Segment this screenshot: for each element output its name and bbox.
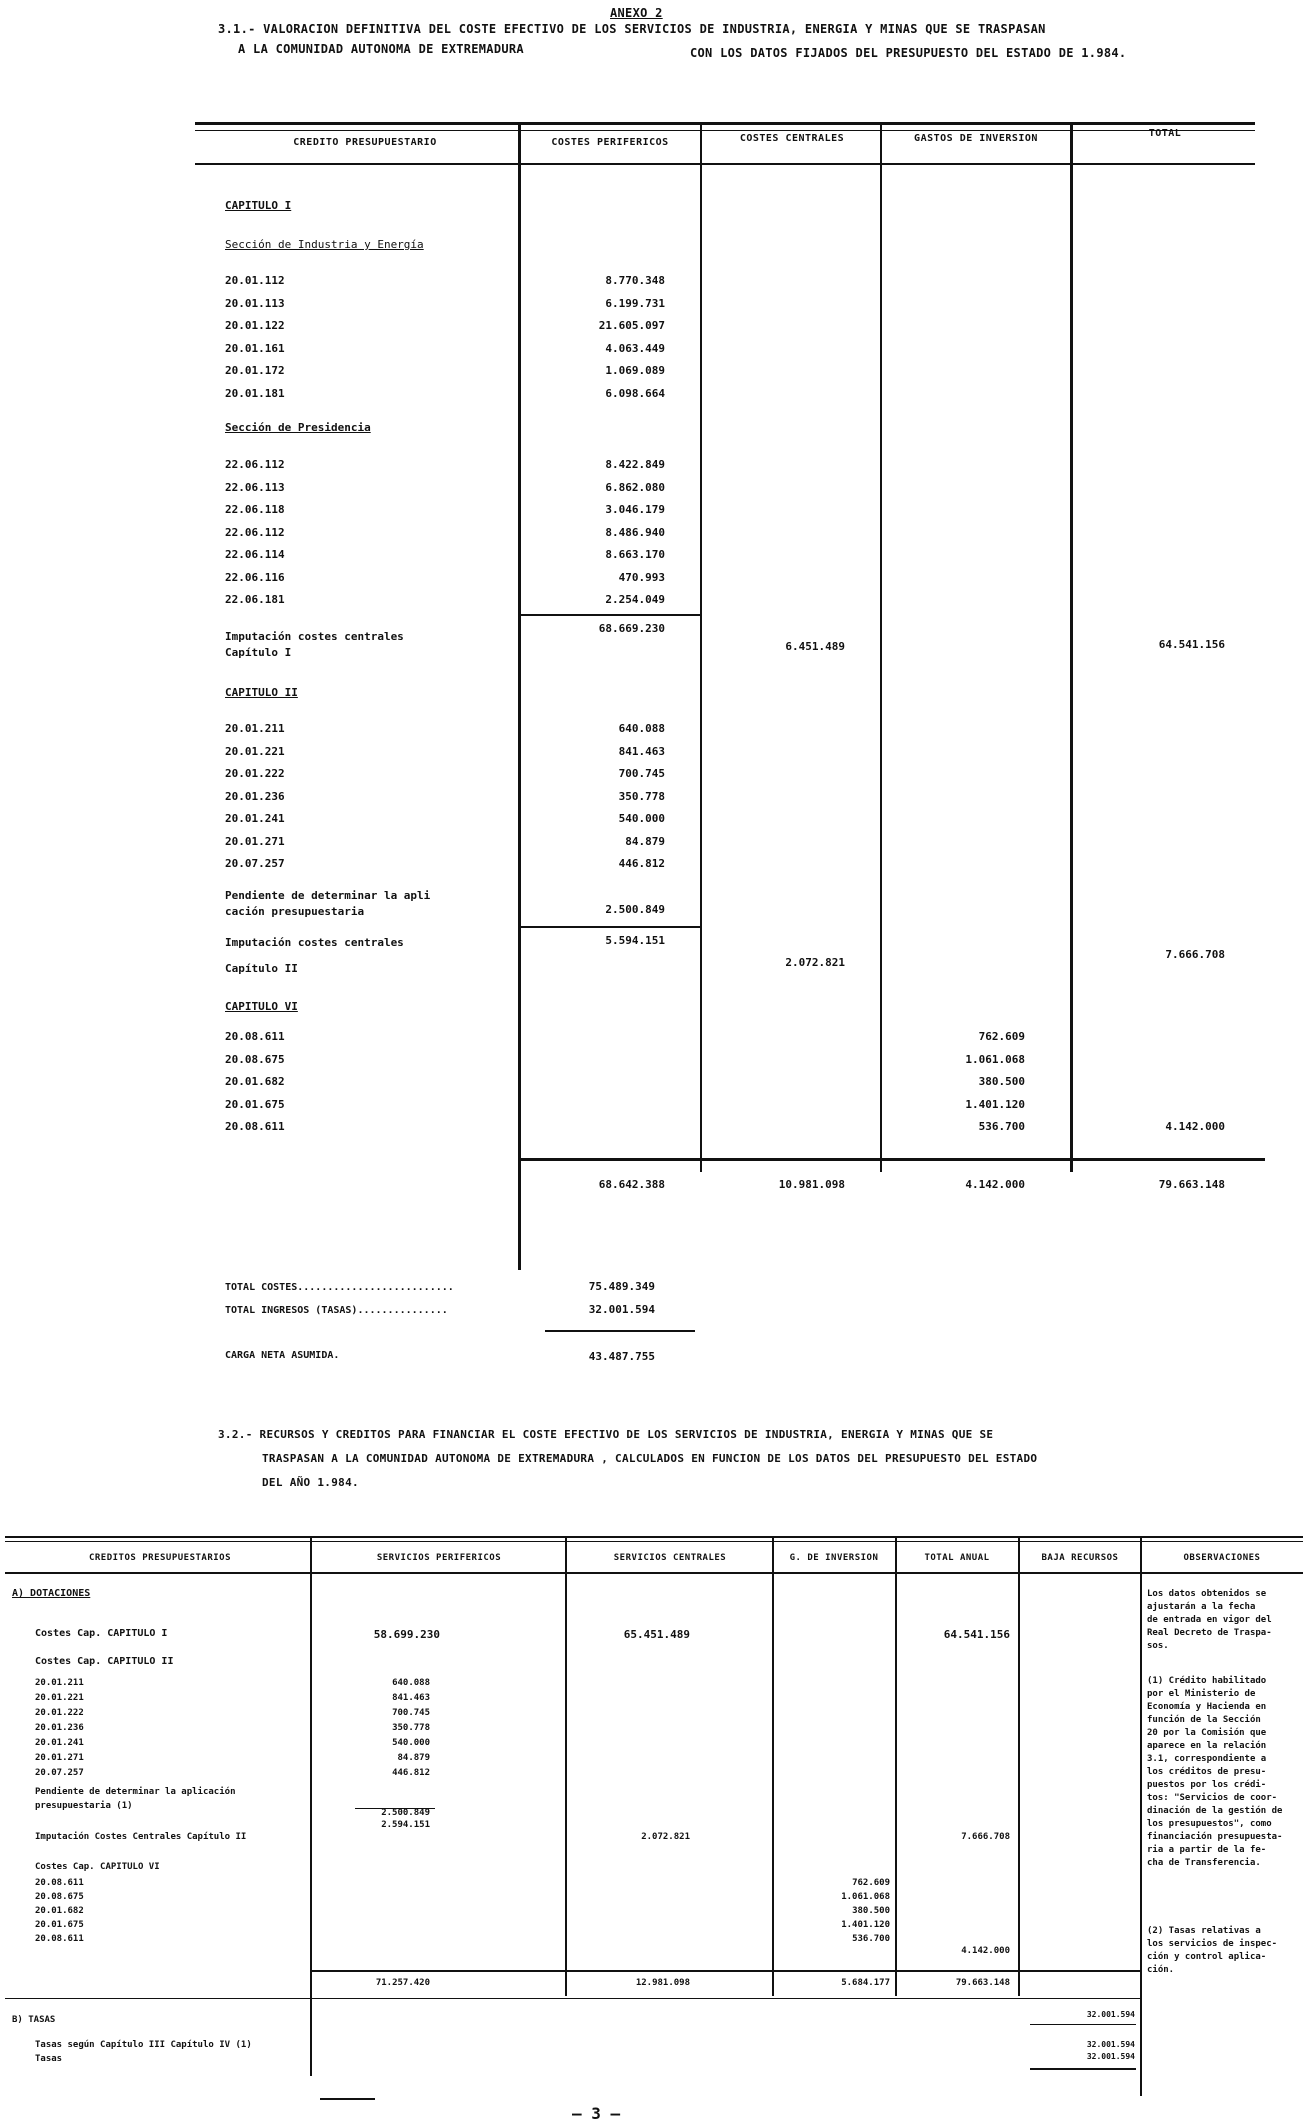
cap1-s2-row-value: 3.046.179 [605,503,665,516]
cap1-section1-label: Sección de Industria y Energía [225,238,424,251]
t2-cap2-imput-central: 2.072.821 [641,1832,690,1842]
t2-b-label: B) TASAS [12,2015,56,2025]
cap1-s1-row-code: 20.01.181 [225,386,285,400]
cap1-s1-row-value: 1.069.089 [605,364,665,377]
cap1-summary-label: Imputación costes centrales [225,630,404,643]
t2-cap1-periph: 58.699.230 [373,1628,440,1641]
t2-cap6-row-code: 20.08.611 [35,1878,84,1888]
t2-cap2-label: Costes Cap. CAPITULO II [35,1656,174,1667]
t2-cap2-pending-value2: 2.594.151 [381,1820,430,1830]
col-header-total: TOTAL [1148,128,1182,139]
cap1-s1-row-code: 20.01.113 [225,296,285,310]
t2-cap2-row-code: 20.01.271 [35,1753,84,1763]
cap1-s2-row-code: 22.06.114 [225,548,285,561]
col-header-credito: CREDITO PRESUPUESTARIO [293,137,437,148]
cap2-summary-sublabel: Capítulo II [225,962,298,975]
section2-title-line1: 3.2.- RECURSOS Y CREDITOS PARA FINANCIAR EL COSTE EFECTIVO DE LOS SERVICIOS DE INDUSTRIA, ENERGIA Y MINAS QUE SE [218,1428,994,1441]
doc-title-line1: 3.1.- VALORACION DEFINITIVA DEL COSTE EFECTIVO DE LOS SERVICIOS DE INDUSTRIA, ENERGIA Y MINAS QUE SE TRASPASAN [218,22,1046,36]
t2-cap2-imput-total: 7.666.708 [961,1832,1010,1842]
cap1-s1-row-value: 4.063.449 [605,341,665,355]
cap1-s2-row-code: 22.06.112 [225,525,285,539]
section2-title-line2: TRASPASAN A LA COMUNIDAD AUTONOMA DE EXTREMADURA , CALCULADOS EN FUNCION DE LOS DATOS DEL PRESUPUESTO DEL ESTADO [262,1452,1038,1465]
cap2-row-code: 20.01.211 [225,722,285,735]
t2-col-centrales: SERVICIOS CENTRALES [613,1553,727,1563]
t2-cap6-row-value: 1.401.120 [841,1920,890,1930]
total-periph: 68.642.388 [598,1178,665,1191]
cap1-s1-row-value: 6.098.664 [605,386,665,400]
total-inversion: 4.142.000 [965,1178,1025,1191]
cap1-s1-row-code: 20.01.161 [225,341,285,355]
t2-cap2-row-value: 350.778 [392,1723,430,1733]
t2-cap2-row-value: 841.463 [392,1693,430,1703]
cap6-row-value: 380.500 [978,1075,1025,1088]
cap1-s1-row-code: 20.01.112 [225,274,285,287]
cap2-row-code: 20.07.257 [225,857,285,870]
cap1-s2-row-code: 22.06.116 [225,570,285,584]
t2-cap2-pending1: Pendiente de determinar la aplicación [35,1787,236,1797]
t2-sum-inversion: 5.684.177 [841,1978,890,1988]
t2-cap6-row-value: 1.061.068 [841,1892,890,1902]
cap6-row-code: 20.08.675 [225,1052,285,1066]
t2-cap2-pending-value1: 2.500.849 [381,1808,430,1818]
page-number: — 3 — [572,2104,621,2123]
cap6-row-code: 20.01.682 [225,1075,285,1088]
t2-cap6-row-value: 380.500 [852,1906,890,1916]
t2-cap2-row-value: 446.812 [392,1768,430,1778]
total-ingresos-label: TOTAL INGRESOS (TASAS)............... [225,1305,448,1316]
cap2-row-value: 841.463 [618,744,665,758]
t2-cap6-row-value: 762.609 [852,1878,890,1888]
t2-cap2-row-value: 640.088 [392,1678,430,1688]
cap1-s2-row-value: 8.663.170 [605,548,665,561]
cap2-summary-total: 7.666.708 [1165,948,1225,961]
cap2-row-value: 700.745 [618,767,665,780]
t2-observations-3: (2) Tasas relativas a los servicios de inspec- ción y control aplica- ción. [1147,1926,1278,1975]
col-header-perifericos: COSTES PERIFERICOS [551,137,669,148]
cap6-label: CAPITULO VI [225,1000,298,1013]
cap2-row-code: 20.01.221 [225,744,285,758]
t2-cap2-row-code: 20.01.221 [35,1693,84,1703]
t2-sum-total: 79.663.148 [955,1978,1010,1988]
cap2-row-code: 20.01.241 [225,812,285,825]
cap1-s2-row-value: 2.254.049 [605,593,665,606]
carga-neta-label: CARGA NETA ASUMIDA. [225,1350,340,1361]
t2-cap2-pending2: presupuestaria (1) [35,1801,133,1811]
cap1-s2-row-code: 22.06.181 [225,593,285,606]
t2-observations-2: (1) Crédito habilitado por el Ministerio de Economía y Hacienda en función de la Sección 20 por la Comisión que aparece en la relación 3.1, correspondiente a los créditos de presu- puestos por los crédi- tos: "Servicios de coor- dinación de la gestión de los presupuestos", como financiación presupuesta- ria a partir de la fe- cha de Transferencia. [1147,1676,1283,1868]
cap1-s1-row-code: 20.01.172 [225,364,285,377]
t2-cap6-row-code: 20.01.682 [35,1906,84,1916]
cap1-section2-label: Sección de Presidencia [225,421,371,434]
cap6-row-value: 1.401.120 [965,1097,1025,1111]
cap1-s2-row-value: 8.422.849 [605,458,665,471]
t2-cap2-row-code: 20.01.241 [35,1738,84,1748]
cap2-row-value: 84.879 [625,834,665,848]
col-header-centrales: COSTES CENTRALES [739,133,845,144]
total-grand: 79.663.148 [1158,1178,1225,1191]
cap2-pending-value: 2.500.849 [605,903,665,916]
t2-cap2-row-value: 700.745 [392,1708,430,1718]
carga-neta-value: 43.487.755 [588,1350,655,1363]
t2-col-baja: BAJA RECURSOS [1041,1553,1119,1563]
cap1-s2-row-code: 22.06.113 [225,480,285,494]
t2-b-row-label: Tasas según Capítulo III Capítulo IV (1) [35,2040,252,2050]
cap1-s1-row-value: 6.199.731 [605,296,665,310]
cap2-row-code: 20.01.271 [225,834,285,848]
cap1-summary-central: 6.451.489 [785,640,845,653]
cap6-row-value: 536.700 [978,1120,1025,1133]
t2-col-observaciones: OBSERVACIONES [1183,1553,1261,1563]
cap6-row-value: 1.061.068 [965,1052,1025,1066]
t2-cap2-row-code: 20.01.222 [35,1708,84,1718]
cap2-row-value: 640.088 [618,722,665,735]
section2-title-line3: DEL AÑO 1.984. [262,1476,359,1489]
annex-label: ANEXO 2 [610,6,663,20]
t2-cap1-total: 64.541.156 [943,1628,1010,1641]
cap1-s2-row-code: 22.06.112 [225,458,285,471]
cap2-label: CAPITULO II [225,686,298,699]
cap1-s1-row-code: 20.01.122 [225,319,285,332]
t2-cap6-total: 4.142.000 [961,1946,1010,1956]
cap1-s1-row-value: 21.605.097 [598,319,665,332]
cap2-row-value: 446.812 [618,857,665,870]
t2-b-row-label2: Tasas [35,2054,63,2064]
cap2-row-code: 20.01.236 [225,789,285,803]
t2-b-baja1: 32.001.594 [1086,2010,1135,2019]
t2-col-total: TOTAL ANUAL [924,1553,990,1563]
cap1-s2-row-value: 6.862.080 [605,480,665,494]
t2-b-baja2: 32.001.594 [1086,2040,1135,2049]
cap1-s2-row-value: 8.486.940 [605,525,665,539]
t2-sum-central: 12.981.098 [635,1978,690,1988]
t2-cap6-row-value: 536.700 [852,1934,890,1944]
cap1-summary-sublabel: Capítulo I [225,646,292,659]
t2-cap2-row-code: 20.01.211 [35,1678,84,1688]
cap1-s2-row-value: 470.993 [618,570,665,584]
t2-cap1-central: 65.451.489 [623,1628,690,1641]
col-header-inversion: GASTOS DE INVERSION [914,133,1038,144]
cap1-summary-total: 64.541.156 [1158,638,1225,651]
t2-b-baja3: 32.001.594 [1086,2052,1135,2061]
cap2-row-code: 20.01.222 [225,767,285,780]
t2-cap6-label: Costes Cap. CAPITULO VI [35,1862,160,1872]
t2-cap2-row-value: 84.879 [397,1753,430,1763]
cap1-s2-row-code: 22.06.118 [225,503,285,516]
cap2-summary-periph: 5.594.151 [605,934,665,947]
t2-cap1-label: Costes Cap. CAPITULO I [35,1628,168,1639]
t2-cap2-row-code: 20.01.236 [35,1723,84,1733]
t2-cap2-imput-label: Imputación Costes Centrales Capítulo II [35,1832,247,1842]
cap1-label: CAPITULO I [225,199,292,212]
cap6-total: 4.142.000 [1165,1120,1225,1133]
t2-cap2-row-value: 540.000 [392,1738,430,1748]
t2-cap2-row-code: 20.07.257 [35,1768,84,1778]
t2-cap6-row-code: 20.08.675 [35,1892,84,1902]
t2-sum-periph: 71.257.420 [375,1978,430,1988]
cap2-pending-label2: cación presupuestaria [225,905,365,918]
cap6-row-code: 20.08.611 [225,1120,285,1133]
cap1-s1-row-value: 8.770.348 [605,274,665,287]
total-costes-label: TOTAL COSTES.......................... [225,1282,454,1293]
cap2-row-value: 540.000 [618,812,665,825]
cap1-summary-periph: 68.669.230 [598,622,665,635]
doc-title-line2b: CON LOS DATOS FIJADOS DEL PRESUPUESTO DEL ESTADO DE 1.984. [690,46,1127,60]
cap6-row-code: 20.01.675 [225,1097,285,1111]
t2-col-perifericos: SERVICIOS PERIFERICOS [376,1553,502,1563]
total-costes-value: 75.489.349 [588,1280,655,1293]
t2-col-inversion: G. DE INVERSION [789,1553,879,1563]
cap2-summary-central: 2.072.821 [785,956,845,969]
total-ingresos-value: 32.001.594 [588,1303,655,1316]
cap2-summary-label: Imputación costes centrales [225,936,404,949]
t2-cap6-row-code: 20.08.611 [35,1934,84,1944]
total-central: 10.981.098 [778,1178,845,1191]
t2-col-creditos: CREDITOS PRESUPUESTARIOS [88,1553,232,1563]
cap6-row-code: 20.08.611 [225,1030,285,1043]
t2-a-label: A) DOTACIONES [12,1588,91,1599]
t2-observations-1: Los datos obtenidos se ajustarán a la fecha de entrada en vigor del Real Decreto de Traspa- sos. [1147,1589,1272,1651]
doc-title-line2a: A LA COMUNIDAD AUTONOMA DE EXTREMADURA [238,42,524,56]
t2-cap6-row-code: 20.01.675 [35,1920,84,1930]
cap2-row-value: 350.778 [618,789,665,803]
cap6-row-value: 762.609 [978,1030,1025,1043]
cap2-pending-label1: Pendiente de determinar la apli [225,889,431,902]
